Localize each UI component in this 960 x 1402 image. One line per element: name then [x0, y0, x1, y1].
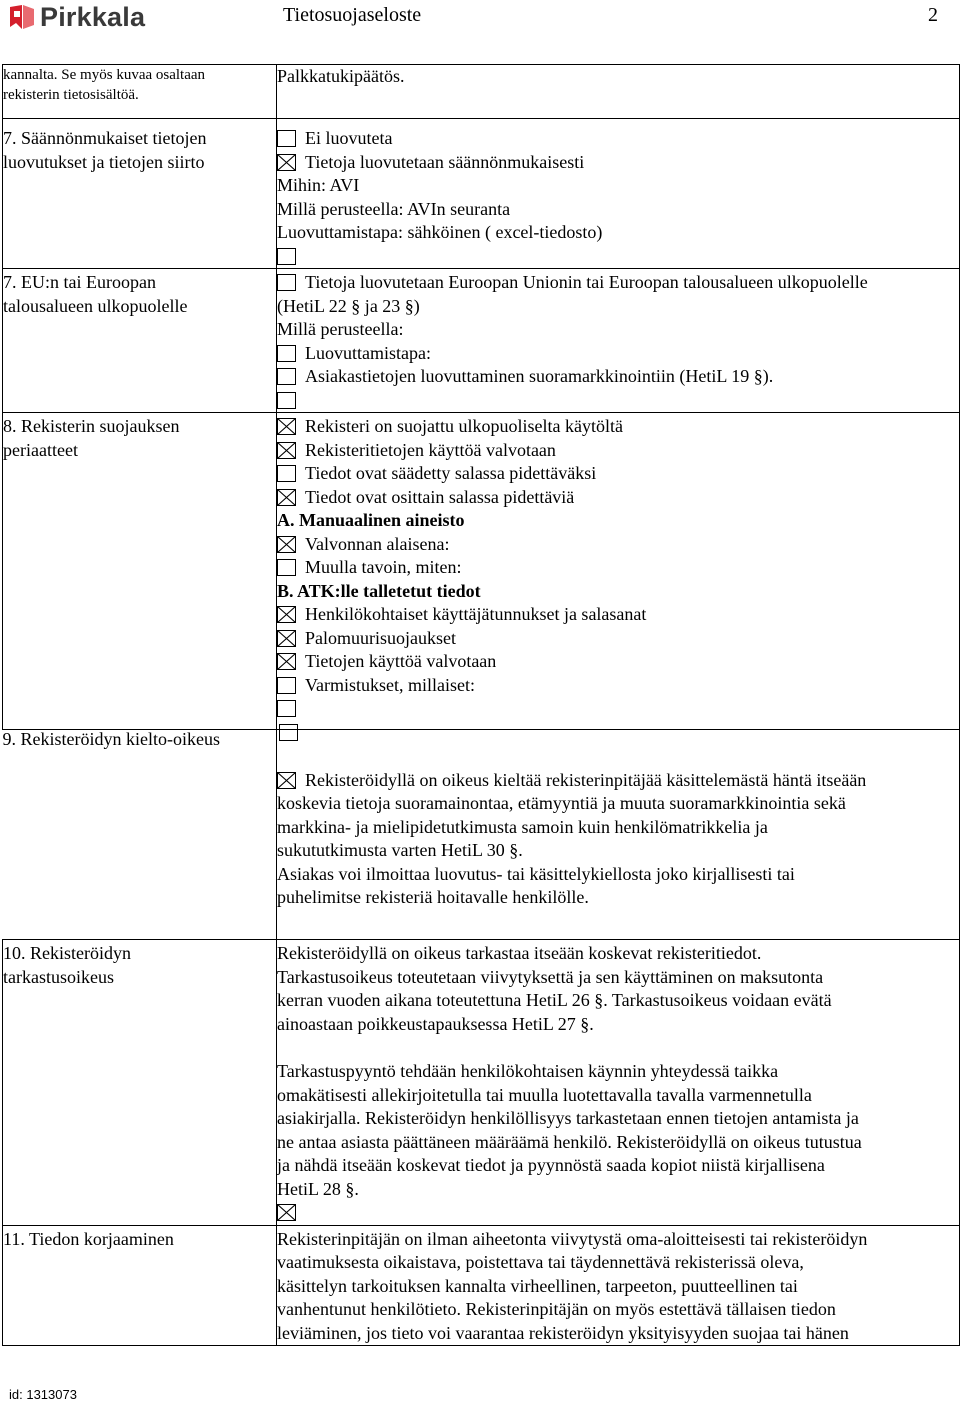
s10-p2-line-0: Tarkastuspyyntö tehdään henkilökohtaisen käynnin yhteydessä taikka	[277, 1061, 779, 1081]
s10-p2-line-1: omakätisesti allekirjoitetulla tai muulla luotettavalla tavalla varmennetulla	[277, 1084, 812, 1105]
intro-text: Palkkatukipäätös.	[277, 66, 405, 86]
s9-line-0: Rekisteröidyllä on oikeus kieltää rekisterinpitäjää käsittelemästä häntä itseään	[305, 769, 867, 790]
manual-item-1: Muulla tavoin, miten:	[305, 557, 462, 577]
s9-line-5: puhelimitse rekisteriä hoitavalle henkilölle.	[277, 887, 589, 907]
row-section-10	[3, 940, 960, 1226]
checked-mark-icon	[278, 631, 295, 646]
s7a-basis: Millä perusteella: AVIn seuranta	[277, 198, 511, 219]
checkbox-inspection[interactable]	[277, 1204, 296, 1221]
s10-p1-line-2: kerran vuoden aikana toteutettuna HetiL 26 §. Tarkastusoikeus voidaan evätä	[277, 990, 832, 1010]
checkbox-empty-9[interactable]	[279, 724, 298, 741]
checkbox-backups[interactable]	[277, 677, 296, 694]
opt-eu-transfer: Tietoja luovutetaan Euroopan Unionin tai Euroopan talousalueen ulkopuolelle	[305, 272, 868, 292]
checked-mark-icon	[278, 654, 295, 669]
s8-item-0: Rekisteri on suojattu ulkopuoliselta käytöltä	[305, 416, 623, 436]
s10-label-line1: 10. Rekisteröidyn	[3, 943, 131, 963]
s10-p2-line-2: asiakirjalla. Rekisteröidyn henkilöllisyys tarkastetaan ennen tietojen antamista ja	[277, 1108, 859, 1128]
checkbox-eu-transfer[interactable]	[277, 274, 296, 291]
checkbox-protected[interactable]	[277, 418, 296, 435]
manual-item-0: Valvonnan alaisena:	[305, 533, 450, 554]
content-cell-9	[277, 730, 960, 940]
opt-no-disclosure: Ei luovuteta	[305, 128, 393, 148]
content-cell-8	[277, 413, 960, 730]
checked-mark-icon	[278, 419, 295, 434]
checkbox-regular-disclosure[interactable]	[277, 154, 296, 171]
s7a-label-line1: 7. Säännönmukaiset tietojen	[3, 128, 207, 148]
label-cell-9	[3, 730, 277, 940]
s10-p1-line-0: Rekisteröidyllä on oikeus tarkastaa itseään koskevat rekisteritiedot.	[277, 943, 762, 963]
s10-label-line2: tarkastusoikeus	[3, 966, 114, 987]
register-table	[2, 64, 960, 1346]
row-section-7a	[3, 119, 960, 269]
content-cell-10	[277, 940, 960, 1226]
label-cell-10	[3, 940, 277, 1226]
s11-label: 11. Tiedon korjaaminen	[3, 1228, 174, 1249]
s7b-label-line2: talousalueen ulkopuolelle	[3, 295, 188, 316]
opt-regular-disclosure: Tietoja luovutetaan säännönmukaisesti	[305, 151, 585, 172]
s7b-basis: Millä perusteella:	[277, 319, 404, 339]
checkbox-empty-7a[interactable]	[277, 248, 296, 265]
atk-item-1: Palomuurisuojaukset	[305, 627, 456, 648]
intro-label-line2: rekisterin tietosisältöä.	[3, 87, 139, 103]
checkbox-prohibition[interactable]	[277, 772, 296, 789]
s9-line-4: Asiakas voi ilmoittaa luovutus- tai käsittelykiellosta joko kirjallisesti tai	[277, 863, 795, 884]
s9-line-2: markkina- ja mielipidetutkimusta samoin kuin henkilömatrikkelia ja	[277, 816, 768, 837]
row-intro	[3, 65, 960, 119]
s7b-marketing: Asiakastietojen luovuttaminen suoramarkkinointiin (HetiL 19 §).	[305, 366, 774, 386]
checked-mark-icon	[278, 773, 295, 788]
s8-item-1: Rekisteritietojen käyttöä valvotaan	[305, 439, 556, 460]
s11-line-3: vanhentunut henkilötieto. Rekisterinpitäjän on myös estettävä tällaisen tiedon	[277, 1299, 836, 1319]
checkbox-empty-8[interactable]	[277, 700, 296, 717]
checked-mark-icon	[278, 443, 295, 458]
content-cell-intro	[277, 65, 960, 119]
checkbox-partly-confidential[interactable]	[277, 489, 296, 506]
s11-line-2: käsittelyn tarkoituksen kannalta virheellinen, tarpeeton, puutteellinen tai	[277, 1275, 798, 1296]
manual-heading: A. Manuaalinen aineisto	[277, 510, 465, 530]
s10-p1-line-3: ainoastaan poikkeustapauksessa HetiL 27 §.	[277, 1013, 594, 1034]
row-section-8	[3, 413, 960, 730]
content-cell-7a	[277, 119, 960, 269]
checkbox-monitored[interactable]	[277, 442, 296, 459]
s7b-label-line1: 7. EU:n tai Euroopan	[3, 272, 156, 292]
opt-eu-transfer-cont: (HetiL 22 § ja 23 §)	[277, 295, 420, 316]
pirkkala-logo	[8, 2, 145, 32]
atk-item-2: Tietojen käyttöä valvotaan	[305, 651, 497, 671]
s10-p2-line-3: ne antaa asiasta päättäneen määräämä henkilö. Rekisteröidyllä on oikeus tutustua	[277, 1131, 862, 1152]
checkbox-firewall[interactable]	[277, 630, 296, 647]
checkbox-usage-monitored[interactable]	[277, 653, 296, 670]
checkbox-direct-marketing[interactable]	[277, 368, 296, 385]
s10-p2-line-5: HetiL 28 §.	[277, 1178, 359, 1199]
checkbox-no-disclosure[interactable]	[277, 130, 296, 147]
content-cell-7b	[277, 269, 960, 413]
s8-label-line1: 8. Rekisterin suojauksen	[3, 416, 180, 436]
atk-item-0: Henkilökohtaiset käyttäjätunnukset ja salasanat	[305, 604, 647, 624]
s10-p2-line-4: ja nähdä itseään koskevat tiedot ja pyynnöstä saada kopiot niistä kirjallisena	[277, 1155, 825, 1175]
label-cell-intro	[3, 65, 277, 119]
intro-label-line1: kannalta. Se myös kuvaa osaltaan	[3, 67, 206, 83]
label-cell-11	[3, 1225, 277, 1346]
label-cell-7b	[3, 269, 277, 413]
checked-mark-icon	[278, 537, 295, 552]
atk-heading: B. ATK:lle talletetut tiedot	[277, 580, 481, 601]
s8-item-3: Tiedot ovat osittain salassa pidettäviä	[305, 486, 575, 507]
s9-line-1: koskevia tietoja suoramainontaa, etämyyntiä ja muuta suoramarkkinointia sekä	[277, 793, 846, 813]
s7a-method: Luovuttamistapa: sähköinen ( excel-tiedosto)	[277, 222, 603, 242]
row-section-7b	[3, 269, 960, 413]
s11-line-1: vaatimuksesta oikaistava, poistettava tai täydennettävä rekisterissä oleva,	[277, 1252, 804, 1272]
checked-mark-icon	[278, 607, 295, 622]
s8-label-line2: periaatteet	[3, 439, 78, 460]
atk-item-3: Varmistukset, millaiset:	[305, 674, 475, 695]
s7a-label-line2: luovutukset ja tietojen siirto	[3, 151, 205, 172]
label-cell-8	[3, 413, 277, 730]
checked-mark-icon	[278, 490, 295, 505]
document-id: id: 1313073	[9, 1387, 77, 1402]
document-title: Tietosuojaseloste	[283, 4, 422, 26]
logo-text: Pirkkala	[40, 1, 146, 32]
page-number: 2	[928, 4, 938, 26]
row-section-11	[3, 1225, 960, 1346]
s11-line-0: Rekisterinpitäjän on ilman aiheetonta viivytystä oma-aloitteisesti tai rekisteröidyn	[277, 1228, 868, 1249]
s8-item-2: Tiedot ovat säädetty salassa pidettäväksi	[305, 463, 597, 483]
checked-mark-icon	[278, 155, 295, 170]
checked-mark-icon	[278, 1205, 295, 1220]
s7b-method: Luovuttamistapa:	[305, 342, 431, 363]
checkbox-transfer-method[interactable]	[277, 345, 296, 362]
row-section-9	[3, 730, 960, 940]
checkbox-user-ids[interactable]	[277, 606, 296, 623]
checkbox-empty-7b[interactable]	[277, 392, 296, 409]
checkbox-supervised[interactable]	[277, 536, 296, 553]
checkbox-confidential[interactable]	[277, 465, 296, 482]
s11-line-4: leviäminen, jos tieto voi vaarantaa rekisteröidyn yksityisyyden suojaa tai hänen	[277, 1322, 849, 1343]
s9-label: 9. Rekisteröidyn kielto-oikeus	[2, 729, 220, 749]
page-header	[0, 0, 960, 36]
pirkkala-logo-icon	[8, 3, 36, 31]
content-cell-11	[277, 1225, 960, 1346]
checkbox-other-way[interactable]	[277, 559, 296, 576]
label-cell-7a	[3, 119, 277, 269]
s9-line-3: sukututkimusta varten HetiL 30 §.	[277, 840, 523, 860]
s10-p1-line-1: Tarkastusoikeus toteutetaan viivytyksettä ja sen käyttäminen on maksutonta	[277, 966, 824, 987]
s7a-to-whom: Mihin: AVI	[277, 175, 360, 195]
